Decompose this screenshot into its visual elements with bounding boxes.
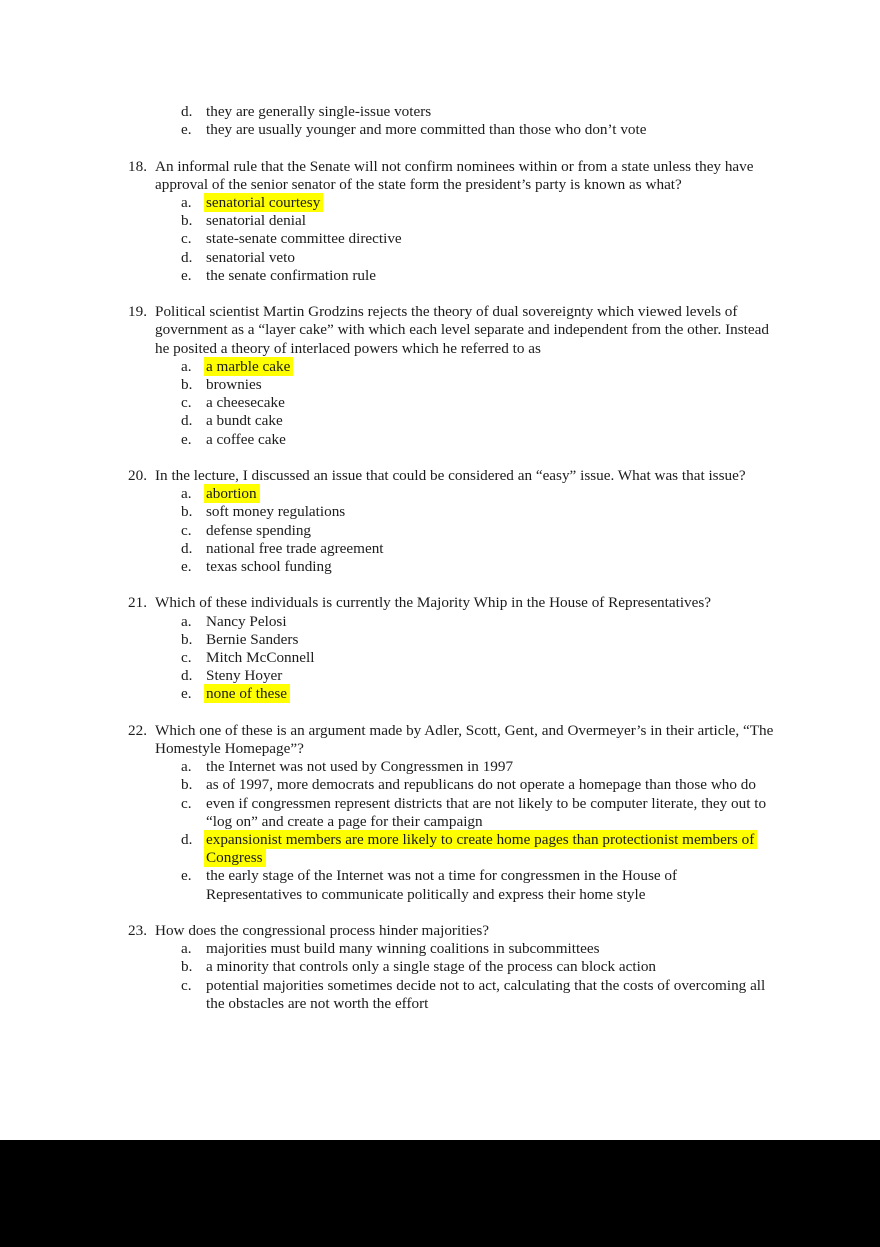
bottom-black-bar	[0, 1140, 880, 1247]
option-text: as of 1997, more democrats and republicans do not operate a homepage than those who do	[206, 776, 756, 794]
option-row	[181, 831, 774, 867]
question-number: 21.	[128, 594, 147, 612]
option-letter: d.	[181, 248, 193, 266]
option-row	[181, 958, 774, 976]
option-letter: b.	[181, 630, 193, 648]
option-text: state-senate committee directive	[206, 230, 402, 248]
option-text: Steny Hoyer	[206, 667, 283, 685]
option-letter: b.	[181, 503, 193, 521]
option-row	[181, 230, 774, 248]
question-number: 18.	[128, 157, 147, 175]
option-text: texas school funding	[206, 558, 332, 576]
option-row	[181, 977, 774, 1013]
option-text: Mitch McConnell	[206, 649, 315, 667]
option-letter: c.	[181, 976, 192, 994]
question-row	[128, 303, 774, 358]
option-letter: e.	[181, 121, 192, 139]
option-letter: d.	[181, 539, 193, 557]
option-text	[206, 194, 774, 212]
option-row	[181, 431, 774, 449]
question-number: 22.	[128, 721, 147, 739]
question-row	[128, 594, 774, 612]
option-text: a minority that controls only a single stage of the process can block action	[206, 958, 657, 976]
option-text: the senate confirmation rule	[206, 266, 376, 284]
option-letter: a.	[181, 940, 192, 958]
option-row	[181, 358, 774, 376]
option-text: majorities must build many winning coalitions in subcommittees	[206, 940, 600, 958]
option-row	[181, 412, 774, 430]
option-letter: a.	[181, 612, 192, 630]
option-letter: e.	[181, 266, 192, 284]
question-text: Political scientist Martin Grodzins rejects the theory of dual sovereignty which viewed levels of government as a “layer cake” with which each level separate and independent from the other. Instead he posited a theory of interlaced powers which he referred to as	[155, 303, 769, 357]
option-text: potential majorities sometimes decide not to act, calculating that the costs of overcoming all the obstacles are not worth the effort	[206, 976, 766, 1012]
option-row	[181, 194, 774, 212]
option-row	[181, 631, 774, 649]
highlighted-answer: a marble cake	[204, 357, 293, 376]
option-text: brownies	[206, 376, 262, 394]
option-row	[181, 758, 774, 776]
option-text: a bundt cake	[206, 412, 283, 430]
option-row	[181, 522, 774, 540]
question-21	[128, 594, 774, 703]
option-letter: b.	[181, 776, 193, 794]
option-text: Nancy Pelosi	[206, 612, 287, 630]
option-row	[181, 394, 774, 412]
question-number: 19.	[128, 303, 147, 321]
option-letter: c.	[181, 794, 192, 812]
option-letter: e.	[181, 558, 192, 576]
option-row	[181, 503, 774, 521]
option-letter: a.	[181, 758, 192, 776]
highlighted-answer: expansionist members are more likely to create home pages than protectionist members of Congress	[204, 830, 757, 867]
question-row	[128, 158, 774, 194]
option-text: the Internet was not used by Congressmen in 1997	[206, 758, 514, 776]
option-text: they are generally single-issue voters	[206, 103, 432, 120]
option-text: Bernie Sanders	[206, 630, 299, 648]
option-text: the early stage of the Internet was not a time for congressmen in the House of Representatives to communicate politically and express their home style	[206, 867, 678, 903]
option-letter: a.	[181, 485, 192, 503]
question-row	[128, 922, 774, 940]
option-row	[181, 103, 774, 121]
option-text	[206, 831, 774, 867]
option-text: senatorial denial	[206, 212, 306, 230]
option-text: a cheesecake	[206, 394, 285, 412]
option-letter: c.	[181, 649, 192, 667]
question-text: An informal rule that the Senate will not confirm nominees within or from a state unless they have approval of the senior senator of the state form the president’s party is known as what?	[155, 157, 754, 193]
question-text: Which one of these is an argument made by Adler, Scott, Gent, and Overmeyer’s in their article, “The Homestyle Homepage”?	[155, 721, 774, 758]
option-row	[181, 249, 774, 267]
option-text: soft money regulations	[206, 503, 346, 521]
option-letter: e.	[181, 430, 192, 448]
option-letter: b.	[181, 376, 193, 394]
option-letter: e.	[181, 867, 192, 885]
option-row	[181, 558, 774, 576]
question-number: 23.	[128, 922, 147, 940]
option-row	[181, 121, 774, 139]
option-letter: d.	[181, 667, 193, 685]
option-row	[181, 649, 774, 667]
option-letter: c.	[181, 230, 192, 248]
option-letter: d.	[181, 831, 193, 849]
option-row	[181, 795, 774, 831]
question-19	[128, 303, 774, 449]
question-22	[128, 722, 774, 904]
question-20	[128, 467, 774, 576]
highlighted-answer: none of these	[204, 684, 290, 703]
option-letter: b.	[181, 958, 193, 976]
option-letter: b.	[181, 212, 193, 230]
option-text: senatorial veto	[206, 248, 295, 266]
option-row	[181, 685, 774, 703]
question-row	[128, 467, 774, 485]
option-row	[181, 940, 774, 958]
option-letter: c.	[181, 394, 192, 412]
option-letter: a.	[181, 357, 192, 375]
question-text: In the lecture, I discussed an issue that could be considered an “easy” issue. What was that issue?	[155, 467, 746, 485]
option-text: defense spending	[206, 521, 312, 539]
option-row	[181, 485, 774, 503]
option-row	[181, 613, 774, 631]
option-text: even if congressmen represent districts that are not likely to be computer literate, they out to “log on” and create a page for their campaign	[206, 794, 767, 830]
option-text: a coffee cake	[206, 430, 286, 448]
option-row	[181, 376, 774, 394]
option-letter: a.	[181, 194, 192, 211]
highlighted-answer: senatorial courtesy	[204, 193, 323, 212]
option-text: national free trade agreement	[206, 539, 384, 557]
question-17-continuation	[128, 103, 774, 139]
option-text	[206, 685, 774, 703]
question-row	[128, 722, 774, 758]
option-row	[181, 667, 774, 685]
highlighted-answer: abortion	[204, 484, 260, 503]
option-row	[181, 540, 774, 558]
question-text: How does the congressional process hinder majorities?	[155, 922, 490, 940]
option-letter: d.	[181, 103, 193, 120]
option-text: they are usually younger and more committed than those who don’t vote	[206, 121, 647, 139]
question-18	[128, 158, 774, 285]
option-text	[206, 358, 774, 376]
option-letter: c.	[181, 521, 192, 539]
option-row	[181, 776, 774, 794]
option-letter: d.	[181, 412, 193, 430]
option-row	[181, 267, 774, 285]
option-letter: e.	[181, 685, 192, 703]
option-row	[181, 867, 774, 903]
option-row	[181, 212, 774, 230]
question-23	[128, 922, 774, 1013]
option-text	[206, 485, 774, 503]
question-number: 20.	[128, 467, 147, 485]
question-text: Which of these individuals is currently the Majority Whip in the House of Representatives?	[155, 594, 712, 612]
